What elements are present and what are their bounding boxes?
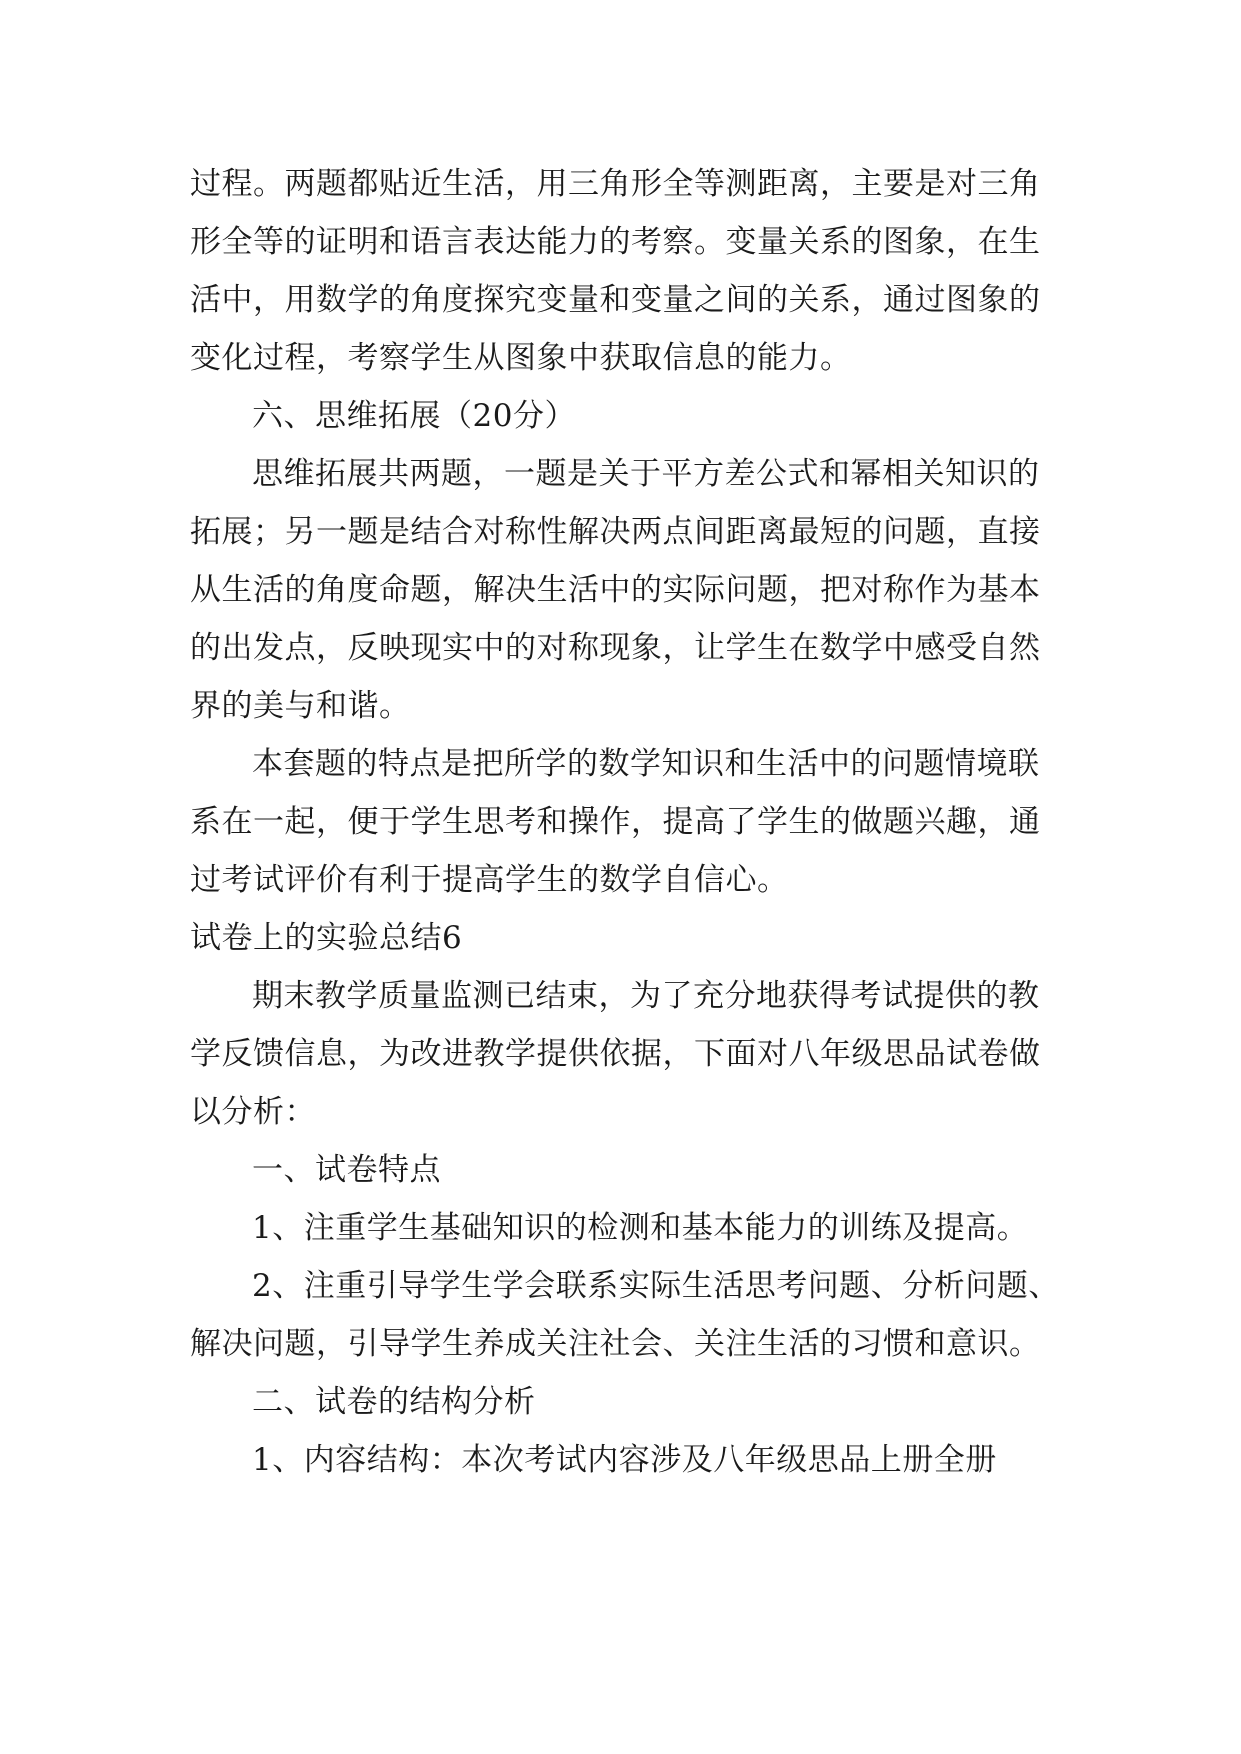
list-item-feature-1: 1、注重学生基础知识的检测和基本能力的训练及提高。 <box>252 1210 1029 1246</box>
heading-thinking-extension: 六、思维拓展（20分） <box>252 398 576 434</box>
document-body <box>190 155 1060 1489</box>
paragraph-thinking-extension: 思维拓展共两题，一题是关于平方差公式和幂相关知识的拓展；另一题是结合对称性解决两点间距离最短的问题，直接从生活的角度命题，解决生活中的实际问题，把对称作为基本的出发点，反映现实中的对称现象，让学生在数学中感受自然界的美与和谐。 <box>190 456 1041 724</box>
heading-structure-analysis: 二、试卷的结构分析 <box>252 1384 536 1420</box>
list-item-content-structure: 1、内容结构：本次考试内容涉及八年级思品上册全册 <box>252 1442 997 1478</box>
section-title: 试卷上的实验总结6 <box>190 920 463 956</box>
paragraph-exam-analysis-5: 过程。两题都贴近生活，用三角形全等测距离，主要是对三角形全等的证明和语言表达能力的考察。变量关系的图象，在生活中，用数学的角度探究变量和变量之间的关系，通过图象的变化过程，考察学生从图象中获取信息的能力。 <box>190 166 1041 376</box>
list-item-feature-2: 2、注重引导学生学会联系实际生活思考问题、分析问题、解决问题，引导学生养成关注社会、关注生活的习惯和意识。 <box>190 1268 1060 1362</box>
paragraph-intro: 期末教学质量监测已结束，为了充分地获得考试提供的教学反馈信息，为改进教学提供依据，下面对八年级思品试卷做以分析： <box>190 978 1041 1130</box>
paragraph-set-features: 本套题的特点是把所学的数学知识和生活中的问题情境联系在一起，便于学生思考和操作，提高了学生的做题兴趣，通过考试评价有利于提高学生的数学自信心。 <box>190 746 1041 898</box>
heading-paper-features: 一、试卷特点 <box>252 1152 441 1188</box>
